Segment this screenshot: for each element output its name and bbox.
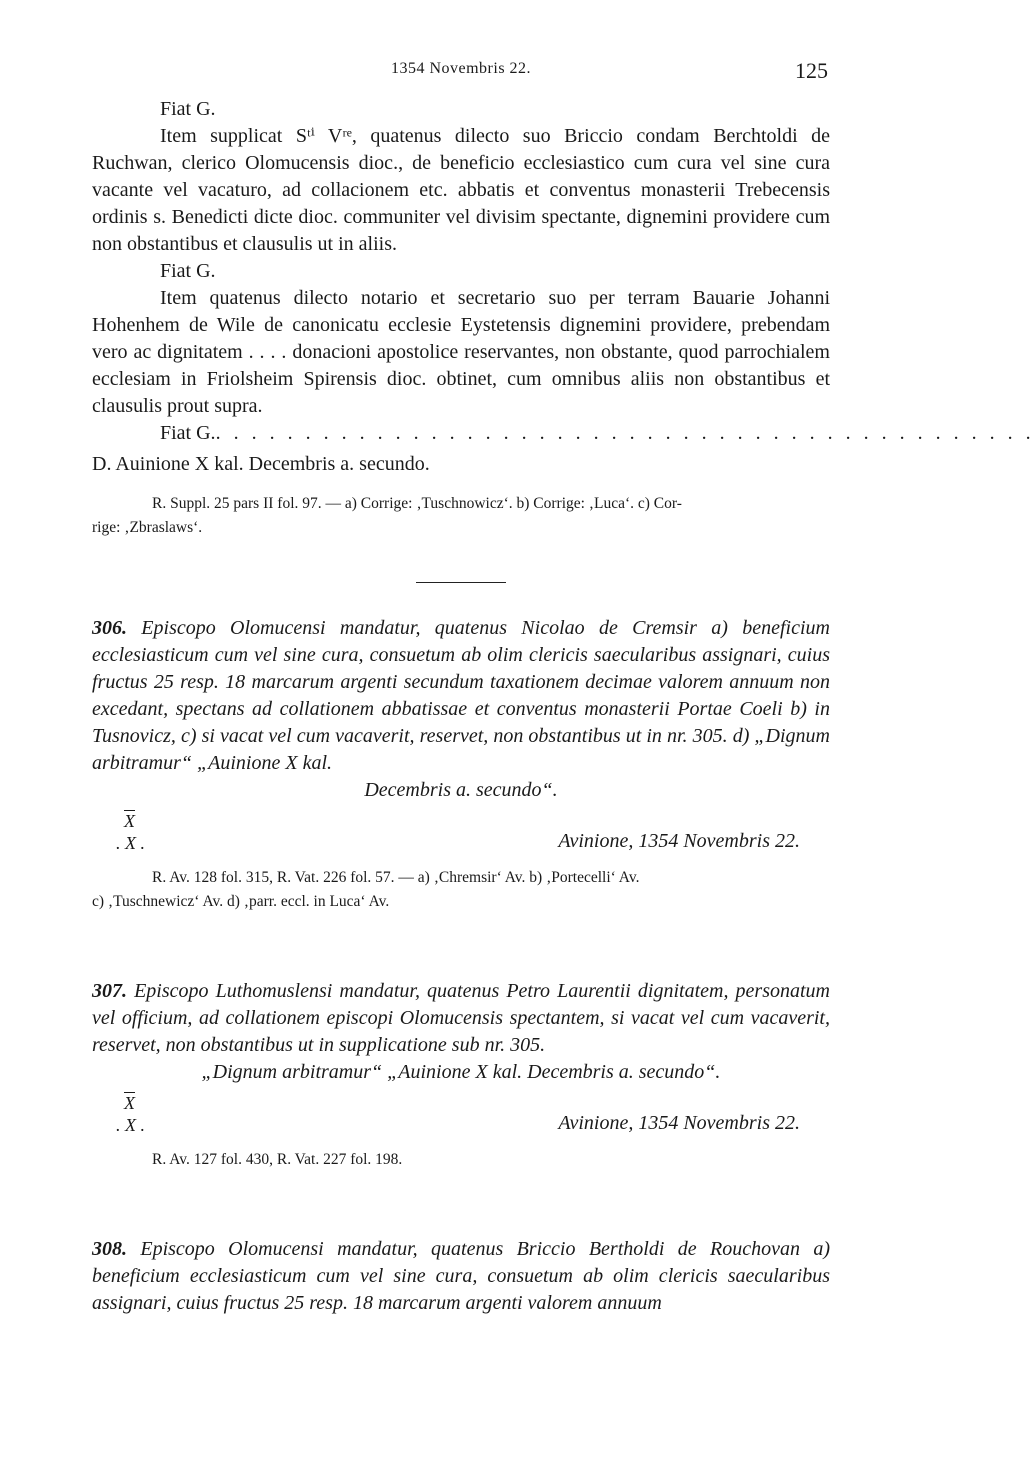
spacer xyxy=(92,1172,830,1236)
document-page xyxy=(92,56,1035,1317)
fiat-line: Fiat G. xyxy=(160,260,216,282)
fiat-dotted-line xyxy=(92,420,1035,447)
dating-row xyxy=(92,810,830,862)
dot-leader: . . . . . . . . . . . . . . . . . . . . . . . . . . . . . . . . . . . . . . . . . . . . . . xyxy=(215,422,1035,444)
entry-306 xyxy=(92,615,830,914)
source-line: R. Av. 127 fol. 430, R. Vat. 227 fol. 198. xyxy=(152,1151,403,1168)
apparatus-line: rige: ‚Zbraslaws‘. xyxy=(92,519,203,536)
entry-308 xyxy=(92,1236,830,1317)
entry-number: 306. xyxy=(92,617,127,639)
mark-bottom: . X . xyxy=(116,833,145,853)
regest-body: Episcopo Olomucensi mandatur, quatenus Briccio Bertholdi de Rouchovan a) beneficium ecclesiasticum cum vel sine cura, consuetum ab olim clericis saecularibus assignari, cuius fructus 25 resp. 18 marcarum argenti valorem annuum xyxy=(92,1238,830,1314)
source-note xyxy=(92,866,830,914)
chancery-mark xyxy=(116,1092,145,1136)
source-note xyxy=(92,1148,830,1172)
apparatus-line: R. Suppl. 25 pars II fol. 97. — a) Corrige: ‚Tuschnowicz‘. b) Corrige: ‚Luca‘. c) Cor- xyxy=(152,495,682,512)
mark-bottom: . X . xyxy=(116,1115,145,1135)
continuation-section xyxy=(92,96,1035,540)
running-title: 1354 Novembris 22. xyxy=(390,60,532,77)
fiat-text: Fiat G. xyxy=(160,422,216,444)
section-divider xyxy=(416,582,506,583)
regest-text xyxy=(92,615,830,804)
mark-top: $\overline{X}$ xyxy=(124,811,135,831)
spacer xyxy=(92,914,830,978)
source-line: c) ‚Tuschnewicz‘ Av. d) ‚parr. eccl. in Luca‘ Av. xyxy=(92,893,390,910)
fiat-line: Fiat G. xyxy=(160,98,216,120)
page-number: 125 xyxy=(795,58,828,83)
regest-closing: „Dignum arbitramur“ „Auinione X kal. Decembris a. secundo“. xyxy=(201,1061,721,1083)
chancery-mark xyxy=(116,810,145,854)
running-header xyxy=(92,56,830,96)
supplication-paragraph: Item supplicat Sᵗⁱ Vʳᵉ, quatenus dilecto suo Briccio condam Berchtoldi de Ruchwan, clerico Olomucensis dioc., de beneficio ecclesiastico cum cura vel sine cura vacante vel vacaturo, ad collacionem etc. abbatis et conventus monasterii Trebecensis ordinis s. Benedicti dicte dioc. communiter vel divisim spectante, dignemini providere cum non obstantibus et clausulis ut in aliis. xyxy=(92,125,830,255)
mark-top: $\overline{X}$ xyxy=(124,1093,135,1113)
regest-body: Episcopo Olomucensi mandatur, quatenus Nicolao de Cremsir a) beneficium ecclesiasticum cum vel sine cura, consuetum ab olim clericis saecularibus assignari, cuius fructus 25 resp. 18 marcarum argenti secundum taxationem decimae valorem annuum non excedant, spectans ad collationem abbatissae et conventus monasterii Portae Coeli b) in Tusnovicz, c) si vacat vel cum vacaverit, reservet, non obstantibus ut in nr. 305. d) „Dignum arbitramur“ „Auinione X kal. xyxy=(92,617,830,774)
place-date: Avinione, 1354 Novembris 22. xyxy=(558,830,800,852)
regest-text xyxy=(92,978,830,1086)
entry-number: 307. xyxy=(92,980,127,1002)
regest-closing: Decembris a. secundo“. xyxy=(364,779,558,801)
source-line: R. Av. 128 fol. 315, R. Vat. 226 fol. 57. — a) ‚Chremsir‘ Av. b) ‚Portecelli‘ Av. xyxy=(152,869,640,886)
entry-number: 308. xyxy=(92,1238,127,1260)
dating-row xyxy=(92,1092,830,1144)
regest-body: Episcopo Luthomuslensi mandatur, quatenus Petro Laurentii dignitatem, personatum vel officium, ad collationem episcopi Olomucensis spectantem, si vacat vel cum vacaverit, reservet, non obstantibus ut in supplicatione sub nr. 305. xyxy=(92,980,830,1056)
place-date: Avinione, 1354 Novembris 22. xyxy=(558,1112,800,1134)
entry-307 xyxy=(92,978,830,1172)
date-line: D. Auinione X kal. Decembris a. secundo. xyxy=(92,453,430,475)
critical-apparatus xyxy=(92,492,830,540)
supplication-paragraph: Item quatenus dilecto notario et secretario suo per terram Bauarie Johanni Hohenhem de Wile de canonicatu ecclesie Eystetensis dignemini providere, prebendam vero ac dignitatem . . . . donacioni apostolice reservantes, non obstante, quod parrochialem ecclesiam in Friolsheim Spirensis dioc. obtinet, cum omnibus aliis non obstantibus et clausulis prout supra. xyxy=(92,287,830,417)
regest-text xyxy=(92,1236,830,1317)
